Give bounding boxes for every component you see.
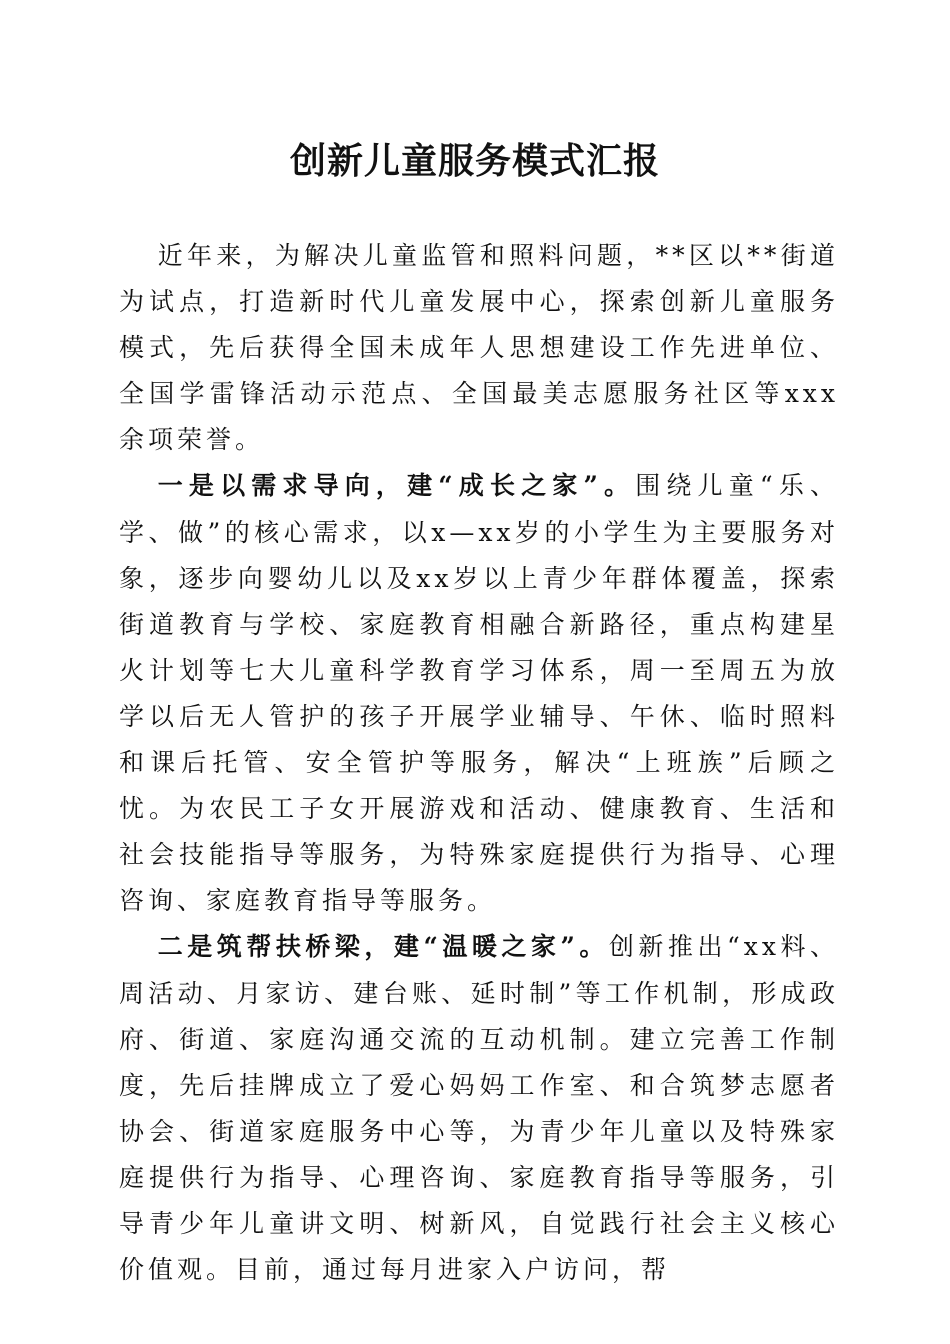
paragraph-text: 围绕儿童“乐、学、做”的核心需求，以x—xx岁的小学生为主要服务对象，逐步向婴幼儿以及xx岁以上青少年群体覆盖，探索街道教育与学校、家庭教育相融合新路径，重点构建星火计划等七大儿童科学教育学习体系，周一至周五为放学以后无人管护的孩子开展学业辅导、午休、临时照料和课后托管、安全管护等服务，解决“上班族”后顾之忧。为农民工子女开展游戏和活动、健康教育、生活和社会技能指导等服务，为特殊家庭提供行为指导、心理咨询、家庭教育指导等服务。: [119, 471, 839, 916]
paragraph-lead: 一是以需求导向，建“成长之家”。: [157, 471, 636, 501]
document-body: [119, 233, 839, 1293]
paragraph-lead: 二是筑帮扶桥梁，建“温暖之家”。: [157, 932, 609, 962]
document-title: 创新儿童服务模式汇报: [289, 140, 660, 182]
paragraph-text: 近年来，为解决儿童监管和照料问题，**区以**街道为试点，打造新时代儿童发展中心，探索创新儿童服务模式，先后获得全国未成年人思想建设工作先进单位、全国学雷锋活动示范点、全国最美志愿服务社区等xxx余项荣誉。: [119, 241, 839, 455]
paragraph-growth-home: [119, 463, 839, 924]
paragraph-warm-home: [119, 924, 839, 1293]
paragraph-intro: [119, 233, 839, 463]
paragraph-text: 创新推出“xx料、周活动、月家访、建台账、延时制”等工作机制，形成政府、街道、家庭沟通交流的互动机制。建立完善工作制度，先后挂牌成立了爱心妈妈工作室、和合筑梦志愿者协会、街道家庭服务中心等，为青少年儿童以及特殊家庭提供行为指导、心理咨询、家庭教育指导等服务，引导青少年儿童讲文明、树新风，自觉践行社会主义核心价值观。目前，通过每月进家入户访问，帮: [119, 932, 839, 1285]
